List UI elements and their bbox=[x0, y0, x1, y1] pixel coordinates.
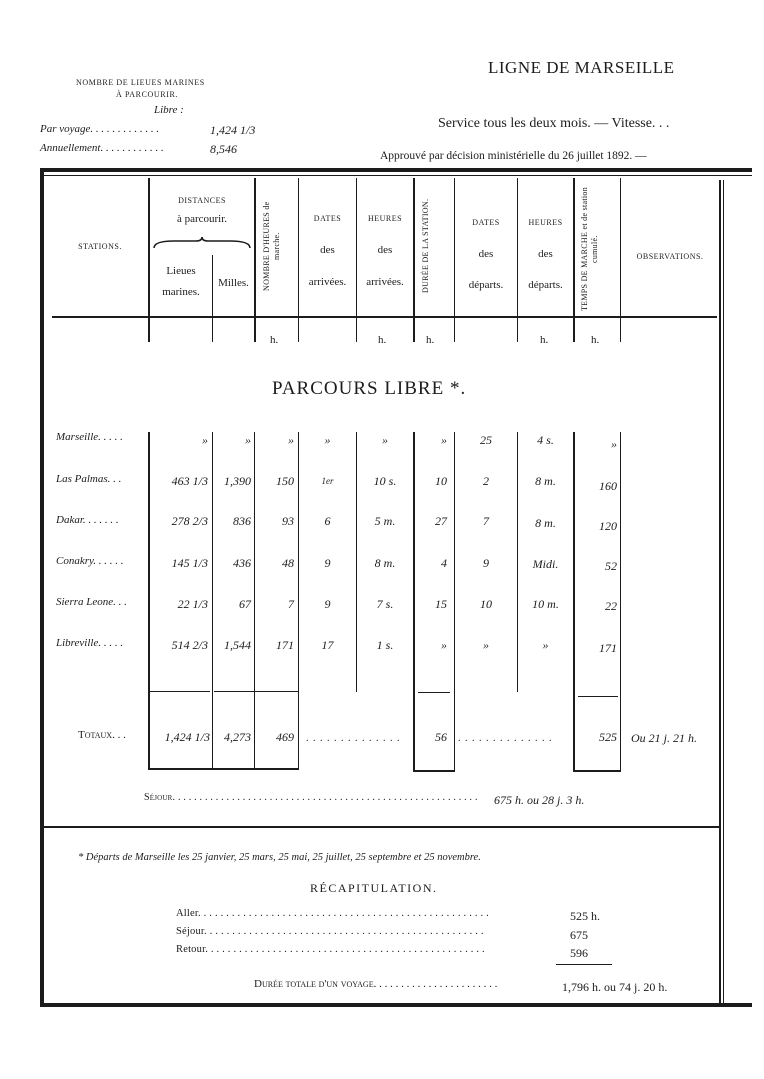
subtotal-rule bbox=[214, 691, 298, 692]
totals-dots-2: . . . . . . . . . . . . . . bbox=[458, 733, 553, 744]
unit-heures-dep: h. bbox=[540, 334, 549, 346]
subtotal-rule bbox=[150, 691, 210, 692]
col-heures-arr-3: arrivées. bbox=[366, 276, 404, 288]
col-duree: DURÉE DE LA STATION. bbox=[421, 198, 430, 294]
cell-temps: 171 bbox=[599, 641, 617, 655]
cell-duree: » bbox=[441, 638, 447, 652]
totals-rule bbox=[413, 770, 455, 772]
cell-date-dep: 7 bbox=[483, 514, 489, 528]
cell-milles: 67 bbox=[239, 597, 251, 611]
recap-total-label: Durée totale d'un voyage. . . . . . . . . . . . . . . . . . . . . . . bbox=[254, 978, 498, 990]
sejour-label: Séjour. . . . . . . . . . . . . . . . . . . . . . . . . . . . . . . . . . . . . . . . . . . . . . . . . . . . . . . . . bbox=[144, 792, 478, 803]
cell-temps: » bbox=[611, 437, 617, 451]
recap-retour-value: 596 bbox=[570, 946, 588, 960]
service-line: Service tous les deux mois. — Vitesse. . . bbox=[438, 116, 670, 131]
station-name: Dakar. . . . . . . bbox=[56, 514, 119, 526]
totals-label: Totaux. . . bbox=[78, 729, 126, 741]
recap-total-value: 1,796 h. ou 74 j. 20 h. bbox=[562, 980, 668, 994]
station-name: Conakry. . . . . . bbox=[56, 555, 124, 567]
approval-line: Approuvé par décision ministérielle du 26 juillet 1892. — bbox=[380, 150, 647, 162]
cell-milles: 1,544 bbox=[224, 638, 251, 652]
cell-date-arr: » bbox=[324, 433, 331, 447]
cell-heure-arr: » bbox=[382, 433, 388, 447]
subtotal-rule bbox=[418, 692, 450, 693]
col-divider bbox=[212, 255, 213, 342]
libre-label: Libre : bbox=[154, 104, 184, 116]
unit-duree: h. bbox=[426, 334, 435, 346]
totals-observation: Ou 21 j. 21 h. bbox=[631, 731, 697, 745]
table-top-rule-2 bbox=[44, 175, 752, 176]
col-temps: TEMPS DE MARCHE et de station cumulé. bbox=[580, 186, 599, 312]
recap-retour-label: Retour. . . . . . . . . . . . . . . . . . . . . . . . . . . . . . . . . . . . . . . . . . . . . . . . . . bbox=[176, 944, 485, 955]
col-heures-arr-1: HEURES bbox=[367, 214, 403, 223]
recap-aller-label: Aller. . . . . . . . . . . . . . . . . . . . . . . . . . . . . . . . . . . . . . . . . . . . . . . . . . . . bbox=[176, 908, 489, 919]
cell-heure-arr: 7 s. bbox=[376, 597, 394, 611]
cell-date-arr: 9 bbox=[324, 556, 331, 570]
cell-date-dep: 9 bbox=[483, 556, 489, 570]
col-distances-1: DISTANCES bbox=[178, 196, 226, 205]
cell-date-dep: 10 bbox=[480, 597, 492, 611]
station-name: Las Palmas. . . bbox=[56, 473, 122, 485]
cell-heure-dep: 8 m. bbox=[535, 516, 556, 530]
col-observations: OBSERVATIONS. bbox=[636, 252, 704, 261]
cell-date-arr: 1er bbox=[321, 476, 334, 486]
col-nombre-heures: NOMBRE D'HEURES de marche. bbox=[262, 201, 281, 291]
col-dates-dep-3: départs. bbox=[468, 279, 504, 291]
col-stations: STATIONS. bbox=[78, 242, 122, 251]
page-title: LIGNE DE MARSEILLE bbox=[488, 58, 675, 77]
annuellement-value: 8,546 bbox=[210, 142, 237, 156]
recap-title: RÉCAPITULATION. bbox=[310, 881, 438, 895]
sejour-value: 675 h. ou 28 j. 3 h. bbox=[494, 793, 585, 807]
cell-milles: » bbox=[245, 433, 251, 447]
cell-date-dep: 25 bbox=[480, 433, 492, 447]
cell-lieues: 145 1/3 bbox=[171, 556, 208, 570]
cell-heures: 93 bbox=[282, 514, 294, 528]
cell-date-arr: 17 bbox=[321, 638, 334, 652]
lieues-title-2: À PARCOURIR. bbox=[116, 90, 179, 99]
cell-heure-arr: 5 m. bbox=[374, 514, 396, 528]
col-divider bbox=[254, 432, 255, 770]
totals-heures: 469 bbox=[276, 730, 294, 744]
brace-icon bbox=[152, 236, 252, 250]
recap-sejour-label: Séjour. . . . . . . . . . . . . . . . . . . . . . . . . . . . . . . . . . . . . . . . . . . . . . . . . . bbox=[176, 926, 484, 937]
cell-heure-arr: 10 s. bbox=[373, 474, 397, 488]
totals-duree: 56 bbox=[435, 730, 447, 744]
station-name: Sierra Leone. . . bbox=[56, 596, 127, 608]
cell-date-arr: 6 bbox=[324, 514, 331, 528]
cell-date-dep: 2 bbox=[483, 474, 489, 488]
header-underline bbox=[52, 316, 717, 318]
station-name: Libreville. . . . . bbox=[56, 637, 124, 649]
cell-milles: 436 bbox=[233, 556, 251, 570]
unit-heures-arr: h. bbox=[378, 334, 387, 346]
col-lieues-2: marines. bbox=[162, 286, 200, 298]
footnote: * Départs de Marseille les 25 janvier, 25 mars, 25 mai, 25 juillet, 25 septembre et 25 novembre. bbox=[78, 852, 481, 863]
cell-lieues: 278 2/3 bbox=[171, 514, 208, 528]
table-right-rule bbox=[719, 180, 721, 1004]
col-dates-arr-1: DATES bbox=[313, 214, 342, 223]
col-dates-dep-2: des bbox=[478, 248, 494, 260]
subtotal-rule bbox=[578, 696, 618, 697]
cell-duree: 27 bbox=[435, 514, 447, 528]
cell-duree: 15 bbox=[435, 597, 447, 611]
cell-heures: 150 bbox=[276, 474, 294, 488]
col-dates-arr-3: arrivées. bbox=[308, 276, 347, 288]
recap-rule bbox=[556, 964, 612, 965]
cell-heure-dep: 10 m. bbox=[532, 597, 559, 611]
totals-dots-1: . . . . . . . . . . . . . . bbox=[306, 733, 401, 744]
section-title: PARCOURS LIBRE *. bbox=[272, 378, 467, 399]
cell-heures: 171 bbox=[276, 638, 294, 652]
cell-temps: 160 bbox=[599, 479, 617, 493]
col-heures-arr-2: des bbox=[377, 244, 393, 256]
cell-temps: 22 bbox=[605, 599, 617, 613]
cell-heure-arr: 8 m. bbox=[374, 556, 396, 570]
col-milles: Milles. bbox=[218, 277, 249, 289]
totals-rule bbox=[573, 770, 621, 772]
col-divider bbox=[620, 432, 621, 772]
totals-lieues: 1,424 1/3 bbox=[164, 730, 210, 744]
cell-heures: » bbox=[288, 433, 294, 447]
cell-lieues: 22 1/3 bbox=[177, 597, 208, 611]
cell-milles: 1,390 bbox=[224, 474, 251, 488]
station-name: Marseille. . . . . bbox=[56, 431, 123, 443]
col-dates-arr-2: des bbox=[320, 244, 335, 256]
cell-heure-dep: 4 s. bbox=[537, 433, 554, 447]
totals-milles: 4,273 bbox=[224, 730, 251, 744]
cell-lieues: » bbox=[202, 433, 208, 447]
recap-sejour-value: 675 bbox=[570, 928, 588, 942]
table-left-rule bbox=[40, 168, 44, 1004]
col-lieues-1: Lieues bbox=[166, 265, 196, 277]
cell-heure-dep: Midi. bbox=[532, 557, 559, 571]
cell-duree: 10 bbox=[435, 474, 447, 488]
cell-duree: » bbox=[441, 433, 447, 447]
cell-heure-dep: » bbox=[542, 638, 549, 652]
cell-heure-dep: 8 m. bbox=[535, 474, 556, 488]
totals-rule bbox=[150, 768, 298, 770]
col-heures-dep-1: HEURES bbox=[528, 218, 563, 227]
cell-temps: 52 bbox=[605, 559, 617, 573]
table-bottom-rule bbox=[40, 1003, 752, 1007]
cell-heure-arr: 1 s. bbox=[376, 638, 394, 652]
cell-duree: 4 bbox=[441, 556, 447, 570]
col-heures-dep-2: des bbox=[538, 248, 553, 260]
par-voyage-label: Par voyage. . . . . . . . . . . . . bbox=[40, 123, 160, 135]
cell-heures: 48 bbox=[282, 556, 294, 570]
col-dates-dep-1: DATES bbox=[472, 218, 500, 227]
col-heures-dep-3: départs. bbox=[528, 279, 563, 291]
cell-date-dep: » bbox=[483, 638, 489, 652]
cell-milles: 836 bbox=[233, 514, 251, 528]
unit-heures: h. bbox=[270, 334, 279, 346]
unit-temps: h. bbox=[591, 334, 600, 346]
cell-lieues: 463 1/3 bbox=[171, 474, 208, 488]
cell-temps: 120 bbox=[599, 519, 617, 533]
footnote-rule bbox=[44, 826, 719, 828]
par-voyage-value: 1,424 1/3 bbox=[210, 123, 256, 137]
cell-date-arr: 9 bbox=[324, 597, 331, 611]
table-right-rule-2 bbox=[723, 180, 724, 1004]
cell-lieues: 514 2/3 bbox=[171, 638, 208, 652]
table-top-rule bbox=[40, 168, 752, 172]
col-distances-2: à parcourir. bbox=[176, 213, 228, 225]
annuellement-label: Annuellement. . . . . . . . . . . . bbox=[40, 142, 164, 154]
totals-temps: 525 bbox=[599, 730, 617, 744]
cell-heures: 7 bbox=[288, 597, 294, 611]
lieues-title-1: NOMBRE DE LIEUES MARINES bbox=[76, 78, 205, 87]
recap-aller-value: 525 h. bbox=[570, 909, 600, 923]
